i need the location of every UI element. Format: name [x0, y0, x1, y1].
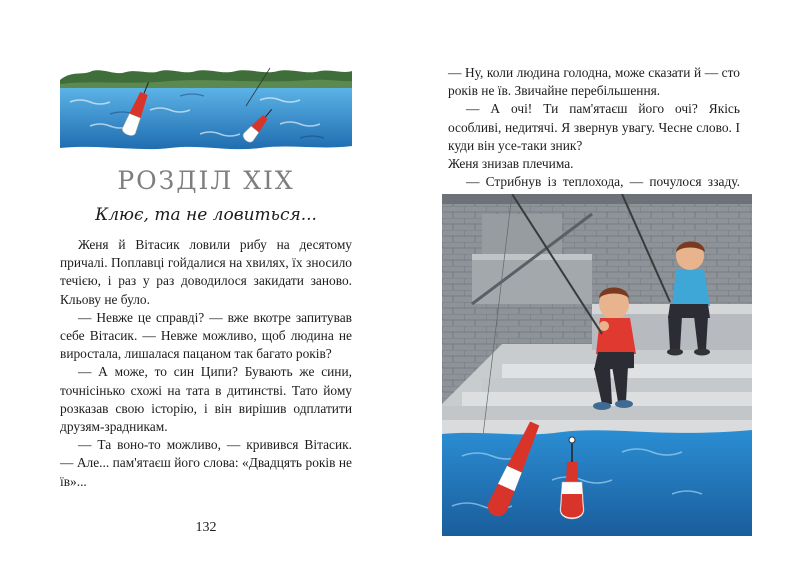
right-page: [400, 0, 800, 570]
paragraph: — Ну, коли людина голодна, може сказати й — сто років не їв. Звичайне перебільшення.: [448, 65, 740, 99]
paragraph: — Невже це справді? — вже вкотре запитував себе Вітасик. — Невже можливо, щоб людина не виростала, лишалася пацаном так багато років?: [60, 309, 352, 362]
paragraph: — А очі! Ти пам'ятаєш його очі? Якісь особливі, недитячі. Я звернув увагу. Чесне слово. І куди він усе-таки зник?: [448, 101, 740, 153]
boys-fishing-illustration: [442, 194, 752, 536]
right-body-text: [448, 64, 740, 210]
chapter-subtitle: Клює, та не ловиться...: [95, 205, 317, 225]
chapter-title: РОЗДІЛ XIX: [117, 166, 295, 195]
paragraph: — Стрибнув із теплохода, — почулося ззаду.: [466, 174, 740, 190]
left-body-text: [60, 236, 352, 491]
floats-illustration: [60, 66, 352, 152]
paragraph: Женя й Вітасик ловили рибу на десятому причалі. Поплавці гойдалися на хвилях, їх зносило течією, і раз у раз доводилося закидати заново. Кльову не було.: [60, 237, 352, 307]
paragraph: — Та воно-то можливо, — кривився Вітасик. — Але... пам'ятаєш його слова: «Двадцять років не їв»...: [60, 437, 352, 489]
page-number: 132: [195, 520, 217, 535]
paragraph: — А може, то син Ципи? Бувають же сини, точнісінько схожі на тата в дитинстві. Тато йому розказав свою історію, і він вирішив одплатити друзям-зрадникам.: [60, 364, 352, 435]
paragraph: Женя знизав плечима.: [448, 156, 574, 172]
river-water: [60, 88, 352, 149]
